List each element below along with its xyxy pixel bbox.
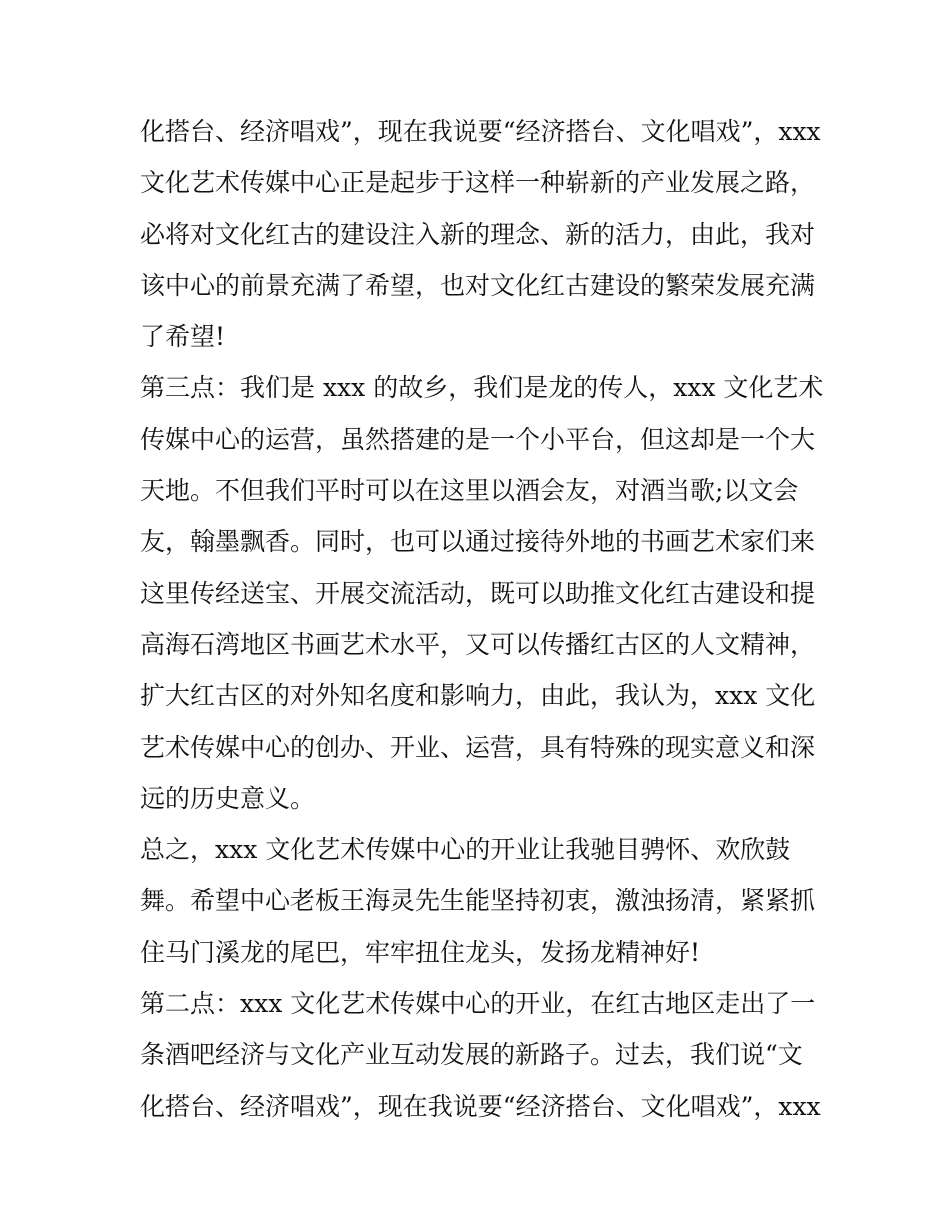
text-line: 天地。不但我们平时可以在这里以酒会友，对酒当歌;以文会 — [140, 476, 799, 506]
text-line: 该中心的前景充满了希望，也对文化红古建设的繁荣发展充满 — [140, 270, 816, 300]
text-line: 化搭台、经济唱戏”，现在我说要“经济搭台、文化唱戏”，xxx — [140, 1091, 821, 1121]
text-line: 友，翰墨飘香。同时，也可以通过接待外地的书画艺术家们来 — [140, 527, 816, 557]
text-line: 传媒中心的运营，虽然搭建的是一个小平台，但这却是一个大 — [140, 424, 816, 454]
text-line: 艺术传媒中心的创办、开业、运营，具有特殊的现实意义和深 — [140, 732, 816, 762]
text-line: 总之，xxx 文化艺术传媒中心的开业让我驰目骋怀、欢欣鼓 — [140, 835, 791, 865]
text-line: 远的历史意义。 — [140, 783, 316, 813]
text-line: 化搭台、经济唱戏”，现在我说要“经济搭台、文化唱戏”，xxx — [140, 117, 821, 146]
text-line: 必将对文化红古的建设注入新的理念、新的活力，由此，我对 — [140, 219, 816, 249]
text-line: 扩大红古区的对外知名度和影响力，由此，我认为，xxx 文化 — [140, 681, 816, 711]
text-line: 高海石湾地区书画艺术水平，又可以传播红古区的人文精神， — [140, 629, 816, 659]
text-line: 了希望! — [140, 322, 226, 352]
text-line: 这里传经送宝、开展交流活动，既可以助推文化红古建设和提 — [140, 578, 816, 608]
document-body — [140, 106, 824, 1132]
text-line: 第二点：xxx 文化艺术传媒中心的开业，在红古地区走出了一 — [140, 989, 816, 1019]
text-line: 条酒吧经济与文化产业互动发展的新路子。过去，我们说“文 — [140, 1040, 803, 1070]
text-line: 第三点：我们是 xxx 的故乡，我们是龙的传人，xxx 文化艺术 — [140, 373, 824, 403]
text-line: 舞。希望中心老板王海灵先生能坚持初衷，激浊扬清，紧紧抓 — [140, 886, 816, 916]
text-line: 文化艺术传媒中心正是起步于这样一种崭新的产业发展之路， — [140, 168, 816, 198]
text-line: 住马门溪龙的尾巴，牢牢扭住龙头，发扬龙精神好! — [140, 937, 701, 967]
